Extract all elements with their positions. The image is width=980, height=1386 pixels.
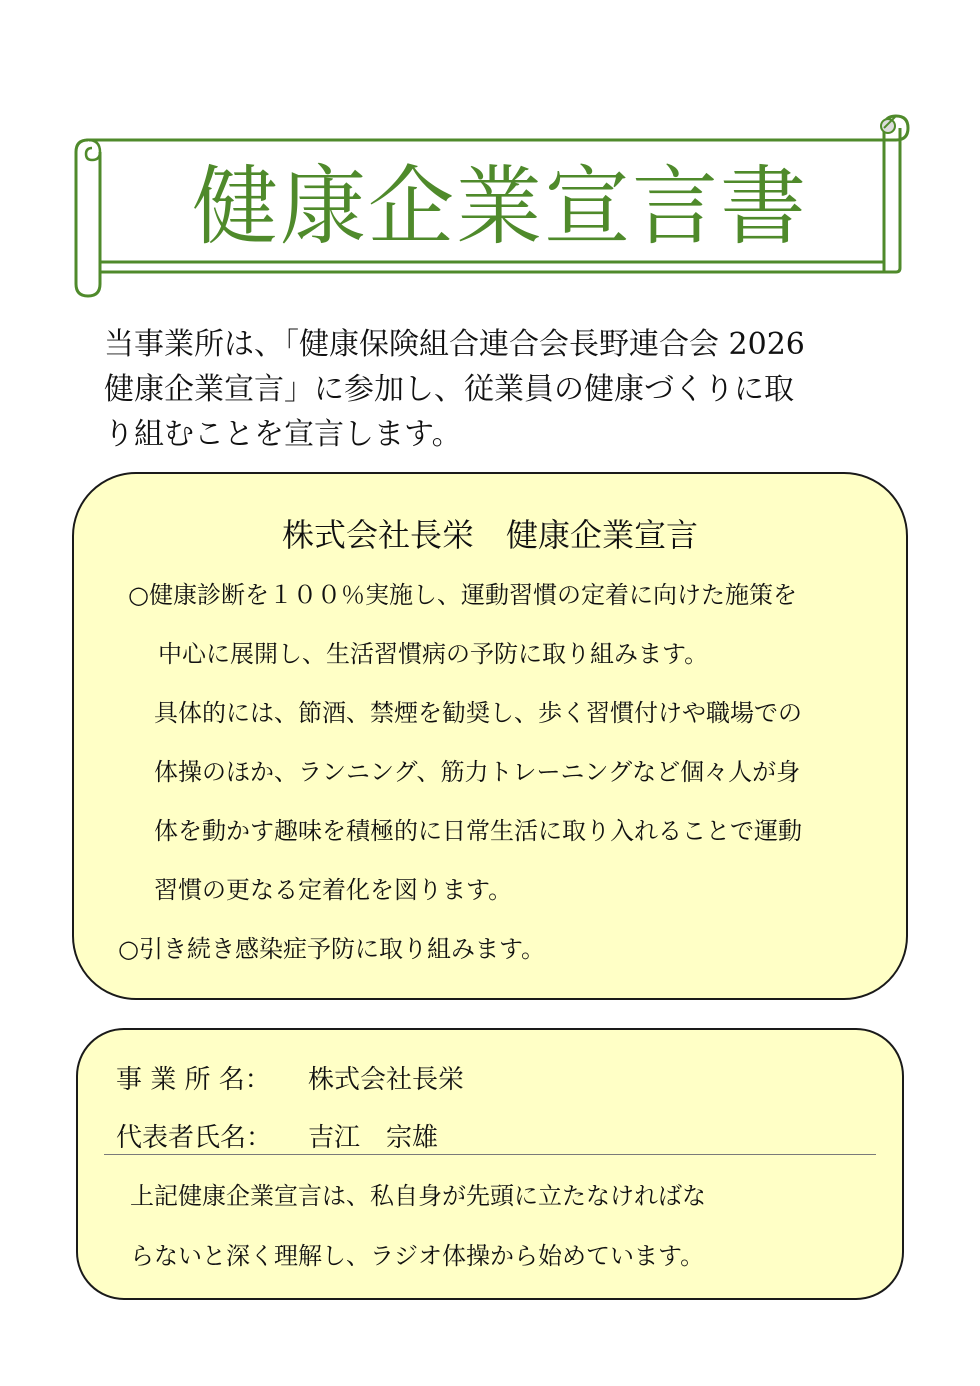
declaration-line: ○健康診断を１００％実施し、運動習慣の定着に向けた施策を — [128, 581, 797, 609]
intro-paragraph — [104, 322, 894, 457]
divider — [104, 1154, 876, 1155]
company-name-row — [116, 1062, 464, 1098]
intro-line: 健康企業宣言」に参加し、従業員の健康づくりに取 — [104, 372, 794, 407]
declaration-title: 株式会社長栄 健康企業宣言 — [281, 516, 698, 554]
declaration-line: 具体的には、節酒、禁煙を勧奨し、歩く習慣付けや職場での — [154, 699, 802, 727]
representative-value: 吉江 宗雄 — [308, 1123, 439, 1153]
page-title: 健康企業宣言書 — [192, 157, 808, 257]
comment-line: 上記健康企業宣言は、私自身が先頭に立たなければな — [130, 1182, 706, 1210]
declaration-line: 中心に展開し、生活習慣病の予防に取り組みます。 — [158, 640, 709, 668]
declaration-line: ○引き続き感染症予防に取り組みます。 — [118, 935, 546, 963]
company-name-value: 株式会社長栄 — [308, 1065, 465, 1095]
intro-line: り組むことを宣言します。 — [104, 417, 462, 452]
comment-line: らないと深く理解し、ラジオ体操から始めています。 — [130, 1242, 705, 1270]
intro-line: 当事業所は、「健康保険組合連合会長野連合会 2026 — [104, 327, 805, 362]
declaration-line: 体操のほか、ランニング、筋力トレーニングなど個々人が身 — [154, 758, 801, 786]
representative-label: 代表者氏名： — [116, 1123, 273, 1153]
company-name-label: 事 業 所 名： — [116, 1065, 271, 1095]
representative-row — [116, 1120, 438, 1156]
declaration-line: 習慣の更なる定着化を図ります。 — [154, 876, 513, 904]
declaration-line: 体を動かす趣味を積極的に日常生活に取り入れることで運動 — [154, 817, 802, 845]
